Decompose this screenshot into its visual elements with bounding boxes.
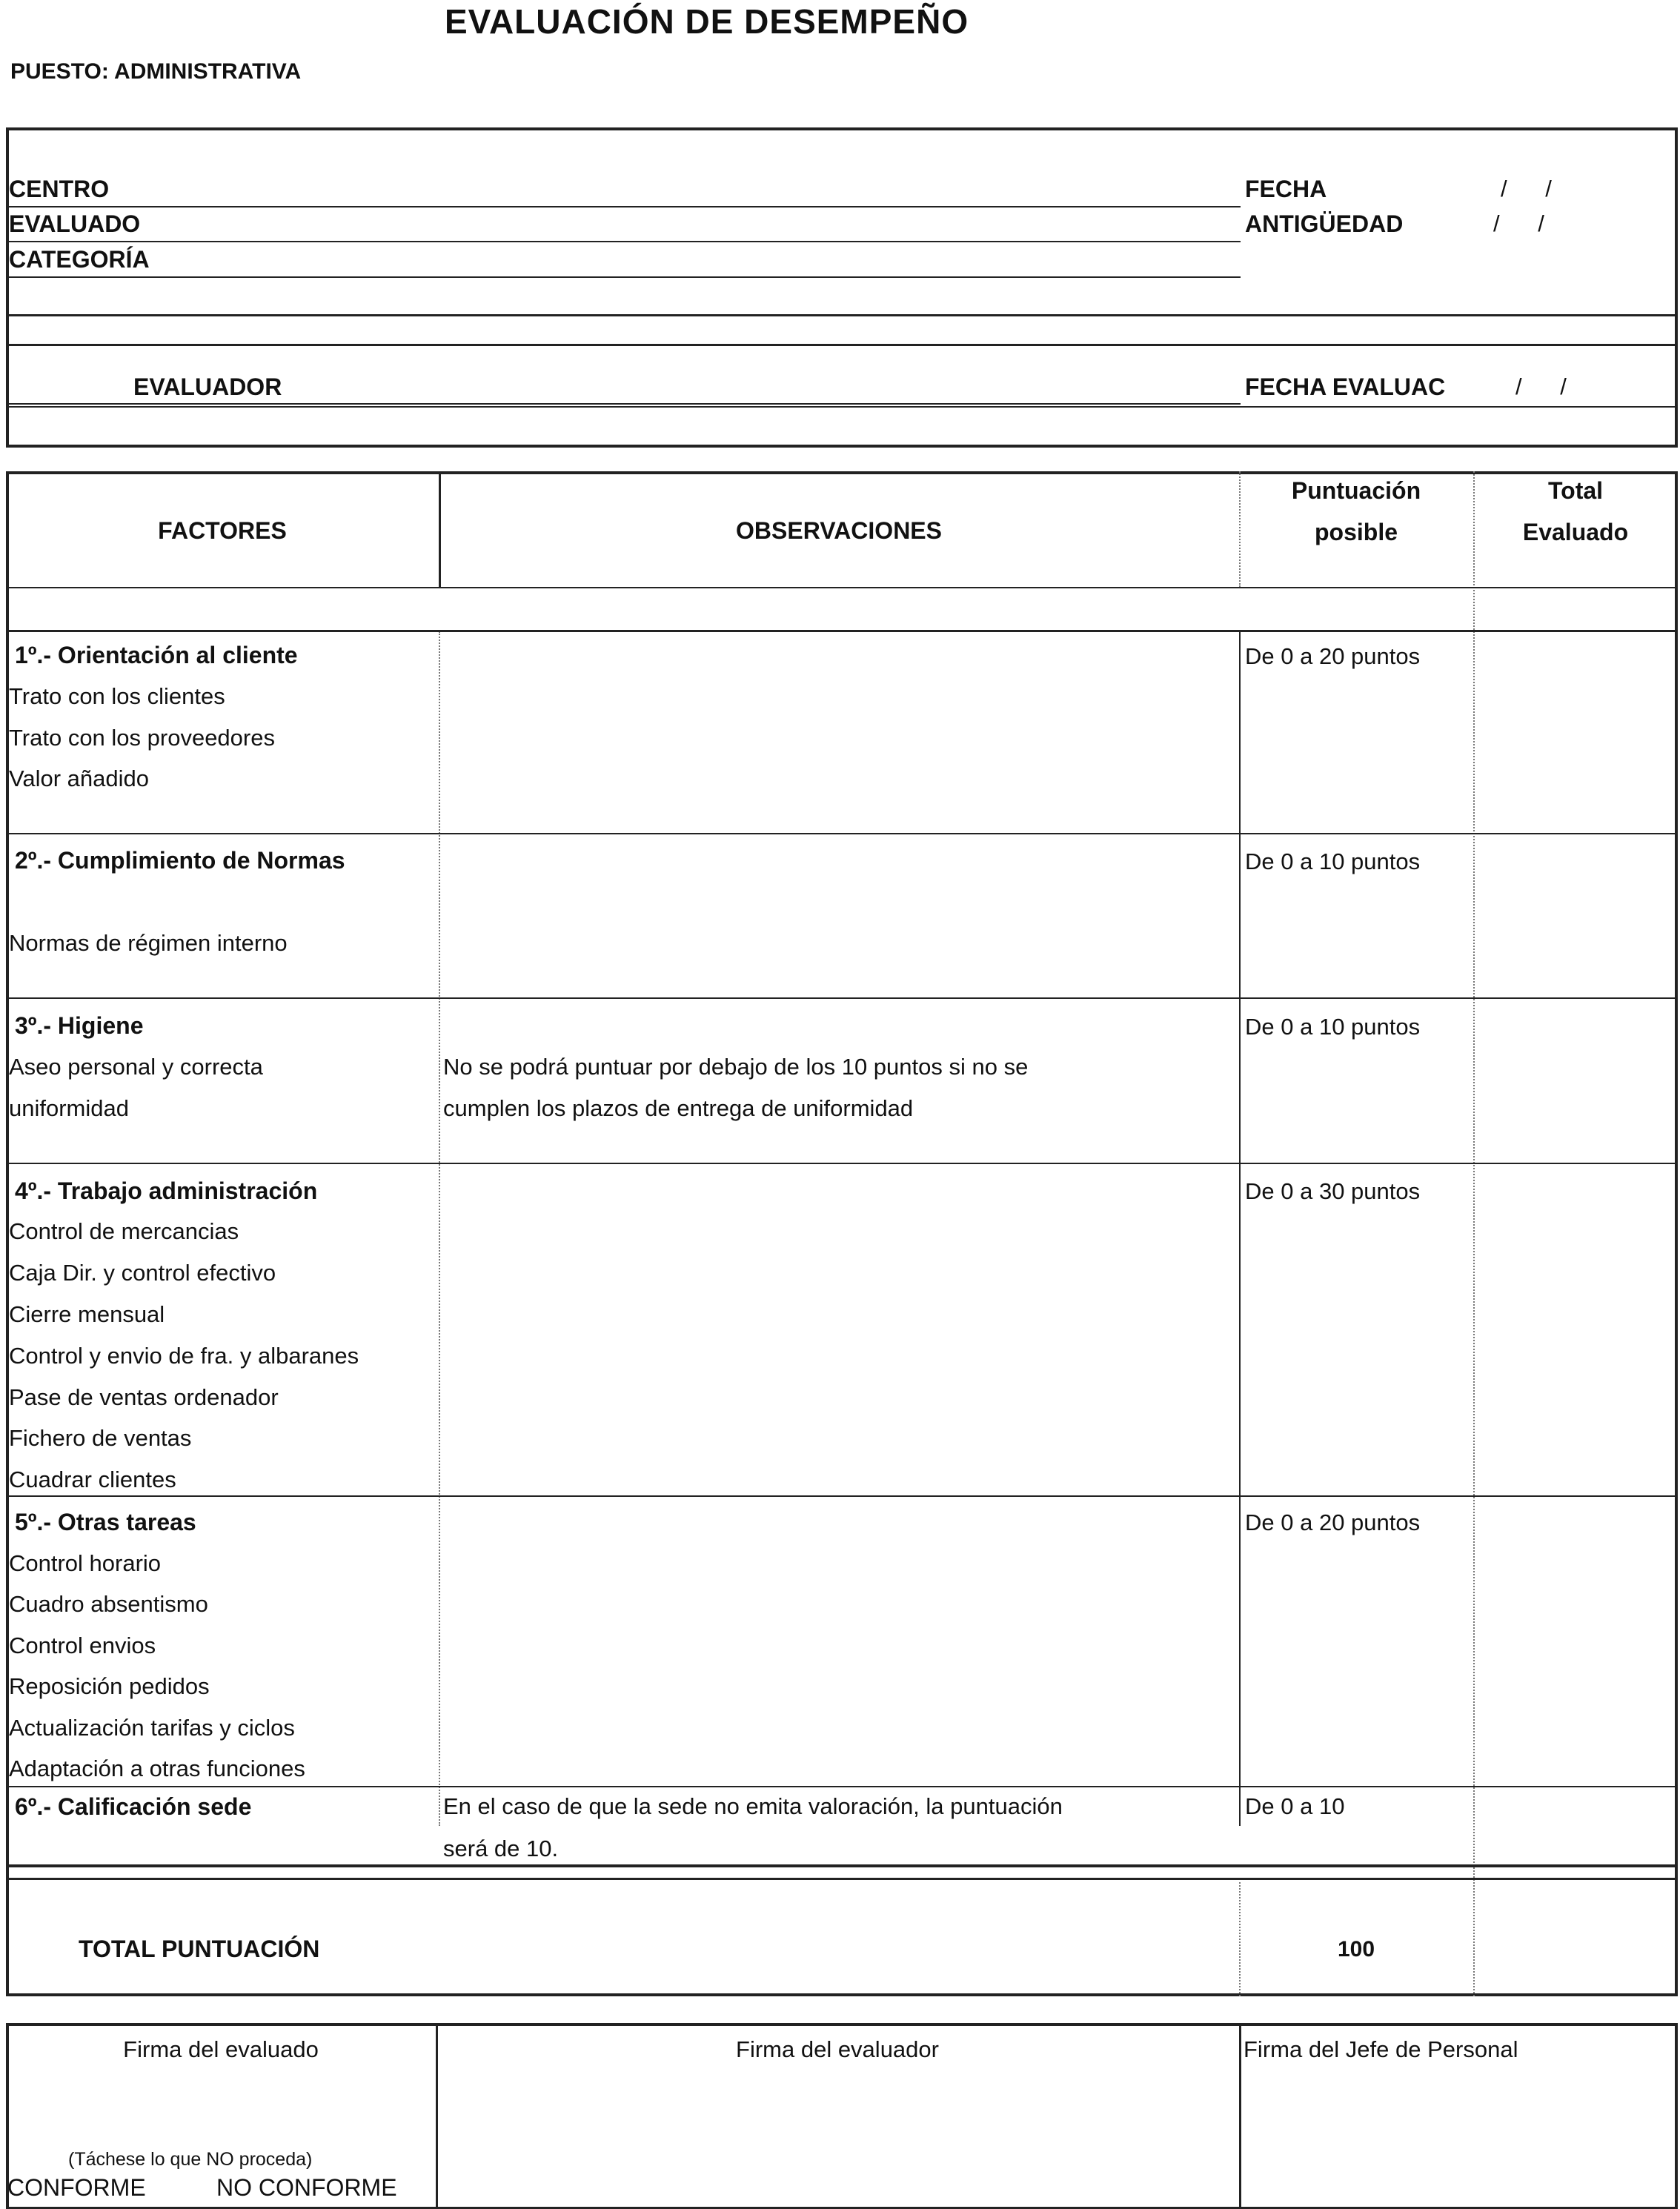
total-label: TOTAL PUNTUACIÓN <box>79 1936 320 1962</box>
factor-title: 1º.- Orientación al cliente <box>15 642 298 668</box>
factor-points: De 0 a 10 <box>1245 1793 1345 1819</box>
info-divider <box>6 406 1678 408</box>
factor-points: De 0 a 20 puntos <box>1245 1509 1421 1535</box>
factor-item: Control envios <box>9 1632 156 1658</box>
factor-title: 4º.- Trabajo administración <box>15 1177 318 1204</box>
evaluado-line[interactable] <box>7 241 1241 242</box>
factor-observation: cumplen los plazos de entrega de uniformidad <box>443 1095 914 1121</box>
conforme-option[interactable]: CONFORME <box>7 2174 146 2201</box>
info-divider <box>6 314 1678 316</box>
factor-item: Normas de régimen interno <box>9 930 288 956</box>
factor-item: uniformidad <box>9 1095 129 1121</box>
signature-divider <box>1239 2023 1241 2209</box>
antiguedad-label: ANTIGÜEDAD <box>1245 210 1404 237</box>
factor-item: Trato con los proveedores <box>9 725 275 751</box>
col-header-total: Evaluado <box>1522 519 1629 545</box>
firma-evaluado-label: Firma del evaluado <box>123 2036 319 2062</box>
factor-observation: será de 10. <box>443 1836 559 1861</box>
col-header-factores: FACTORES <box>158 517 287 544</box>
puesto-label: PUESTO: ADMINISTRATIVA <box>10 59 302 84</box>
factor-item: Trato con los clientes <box>9 683 225 709</box>
factor-points: De 0 a 30 puntos <box>1245 1178 1421 1204</box>
col-header-total: Total <box>1547 477 1604 504</box>
tachese-note: (Táchese lo que NO proceda) <box>68 2149 313 2170</box>
factor-row-line <box>6 997 1678 999</box>
factor-item: Aseo personal y correcta <box>9 1054 263 1080</box>
col-divider-observaciones <box>1239 631 1241 1826</box>
total-divider <box>6 1878 1678 1880</box>
factor-item: Control y envio de fra. y albaranes <box>9 1343 359 1369</box>
total-divider <box>6 1864 1678 1867</box>
factor-title: 5º.- Otras tareas <box>15 1509 196 1535</box>
fecha-evaluac-slashes[interactable]: / / <box>1515 373 1567 399</box>
fecha-evaluac-label: FECHA EVALUAC <box>1245 373 1446 400</box>
total-value: 100 <box>1337 1937 1375 1961</box>
factor-title: 6º.- Calificación sede <box>15 1793 252 1820</box>
factor-observation: No se podrá puntuar por debajo de los 10 puntos si no se <box>443 1054 1029 1080</box>
factor-item: Control de mercancias <box>9 1218 239 1244</box>
col-header-puntuacion: posible <box>1314 519 1398 545</box>
spacer-row-line <box>6 630 1678 632</box>
factor-points: De 0 a 20 puntos <box>1245 643 1421 669</box>
evaluador-line[interactable] <box>7 403 1241 405</box>
factor-row-line <box>6 1495 1678 1497</box>
factor-row-line <box>6 1163 1678 1164</box>
evaluado-label: EVALUADO <box>9 210 141 237</box>
factor-item: Control horario <box>9 1550 162 1576</box>
centro-label: CENTRO <box>9 176 110 202</box>
factor-row-line <box>6 833 1678 834</box>
fecha-slashes[interactable]: / / <box>1501 176 1552 202</box>
factor-points: De 0 a 10 puntos <box>1245 1014 1421 1040</box>
factor-item: Caja Dir. y control efectivo <box>9 1260 276 1286</box>
col-divider-puntuacion <box>1473 471 1475 1996</box>
factor-item: Reposición pedidos <box>9 1673 210 1699</box>
factor-observation: En el caso de que la sede no emita valoración, la puntuación <box>443 1793 1063 1819</box>
factor-item: Fichero de ventas <box>9 1425 192 1451</box>
factor-title: 2º.- Cumplimiento de Normas <box>15 847 345 874</box>
categoria-line[interactable] <box>7 276 1241 278</box>
factor-item: Cierre mensual <box>9 1301 165 1327</box>
evaluador-label: EVALUADOR <box>133 373 282 400</box>
factor-item: Valor añadido <box>9 765 150 791</box>
factor-item: Cuadro absentismo <box>9 1591 208 1617</box>
info-divider <box>6 344 1678 346</box>
factor-item: Actualización tarifas y ciclos <box>9 1715 295 1741</box>
col-header-observaciones: OBSERVACIONES <box>736 517 942 544</box>
col-header-puntuacion: Puntuación <box>1291 477 1421 504</box>
categoria-label: CATEGORÍA <box>9 246 150 273</box>
firma-jefe-label: Firma del Jefe de Personal <box>1244 2036 1518 2062</box>
header-bottom-line <box>6 587 1678 588</box>
factor-title: 3º.- Higiene <box>15 1012 144 1039</box>
firma-evaluador-label: Firma del evaluador <box>736 2036 939 2062</box>
no-conforme-option[interactable]: NO CONFORME <box>216 2174 397 2201</box>
page-title: EVALUACIÓN DE DESEMPEÑO <box>445 2 969 41</box>
factor-item: Pase de ventas ordenador <box>9 1384 279 1410</box>
factor-points: De 0 a 10 puntos <box>1245 848 1421 874</box>
factor-row-line <box>6 1786 1678 1787</box>
centro-line[interactable] <box>7 206 1241 207</box>
fecha-label: FECHA <box>1245 176 1327 202</box>
factor-item: Adaptación a otras funciones <box>9 1755 305 1781</box>
col-divider-factores <box>439 631 440 1826</box>
antiguedad-slashes[interactable]: / / <box>1493 210 1544 236</box>
factor-item: Cuadrar clientes <box>9 1466 176 1492</box>
